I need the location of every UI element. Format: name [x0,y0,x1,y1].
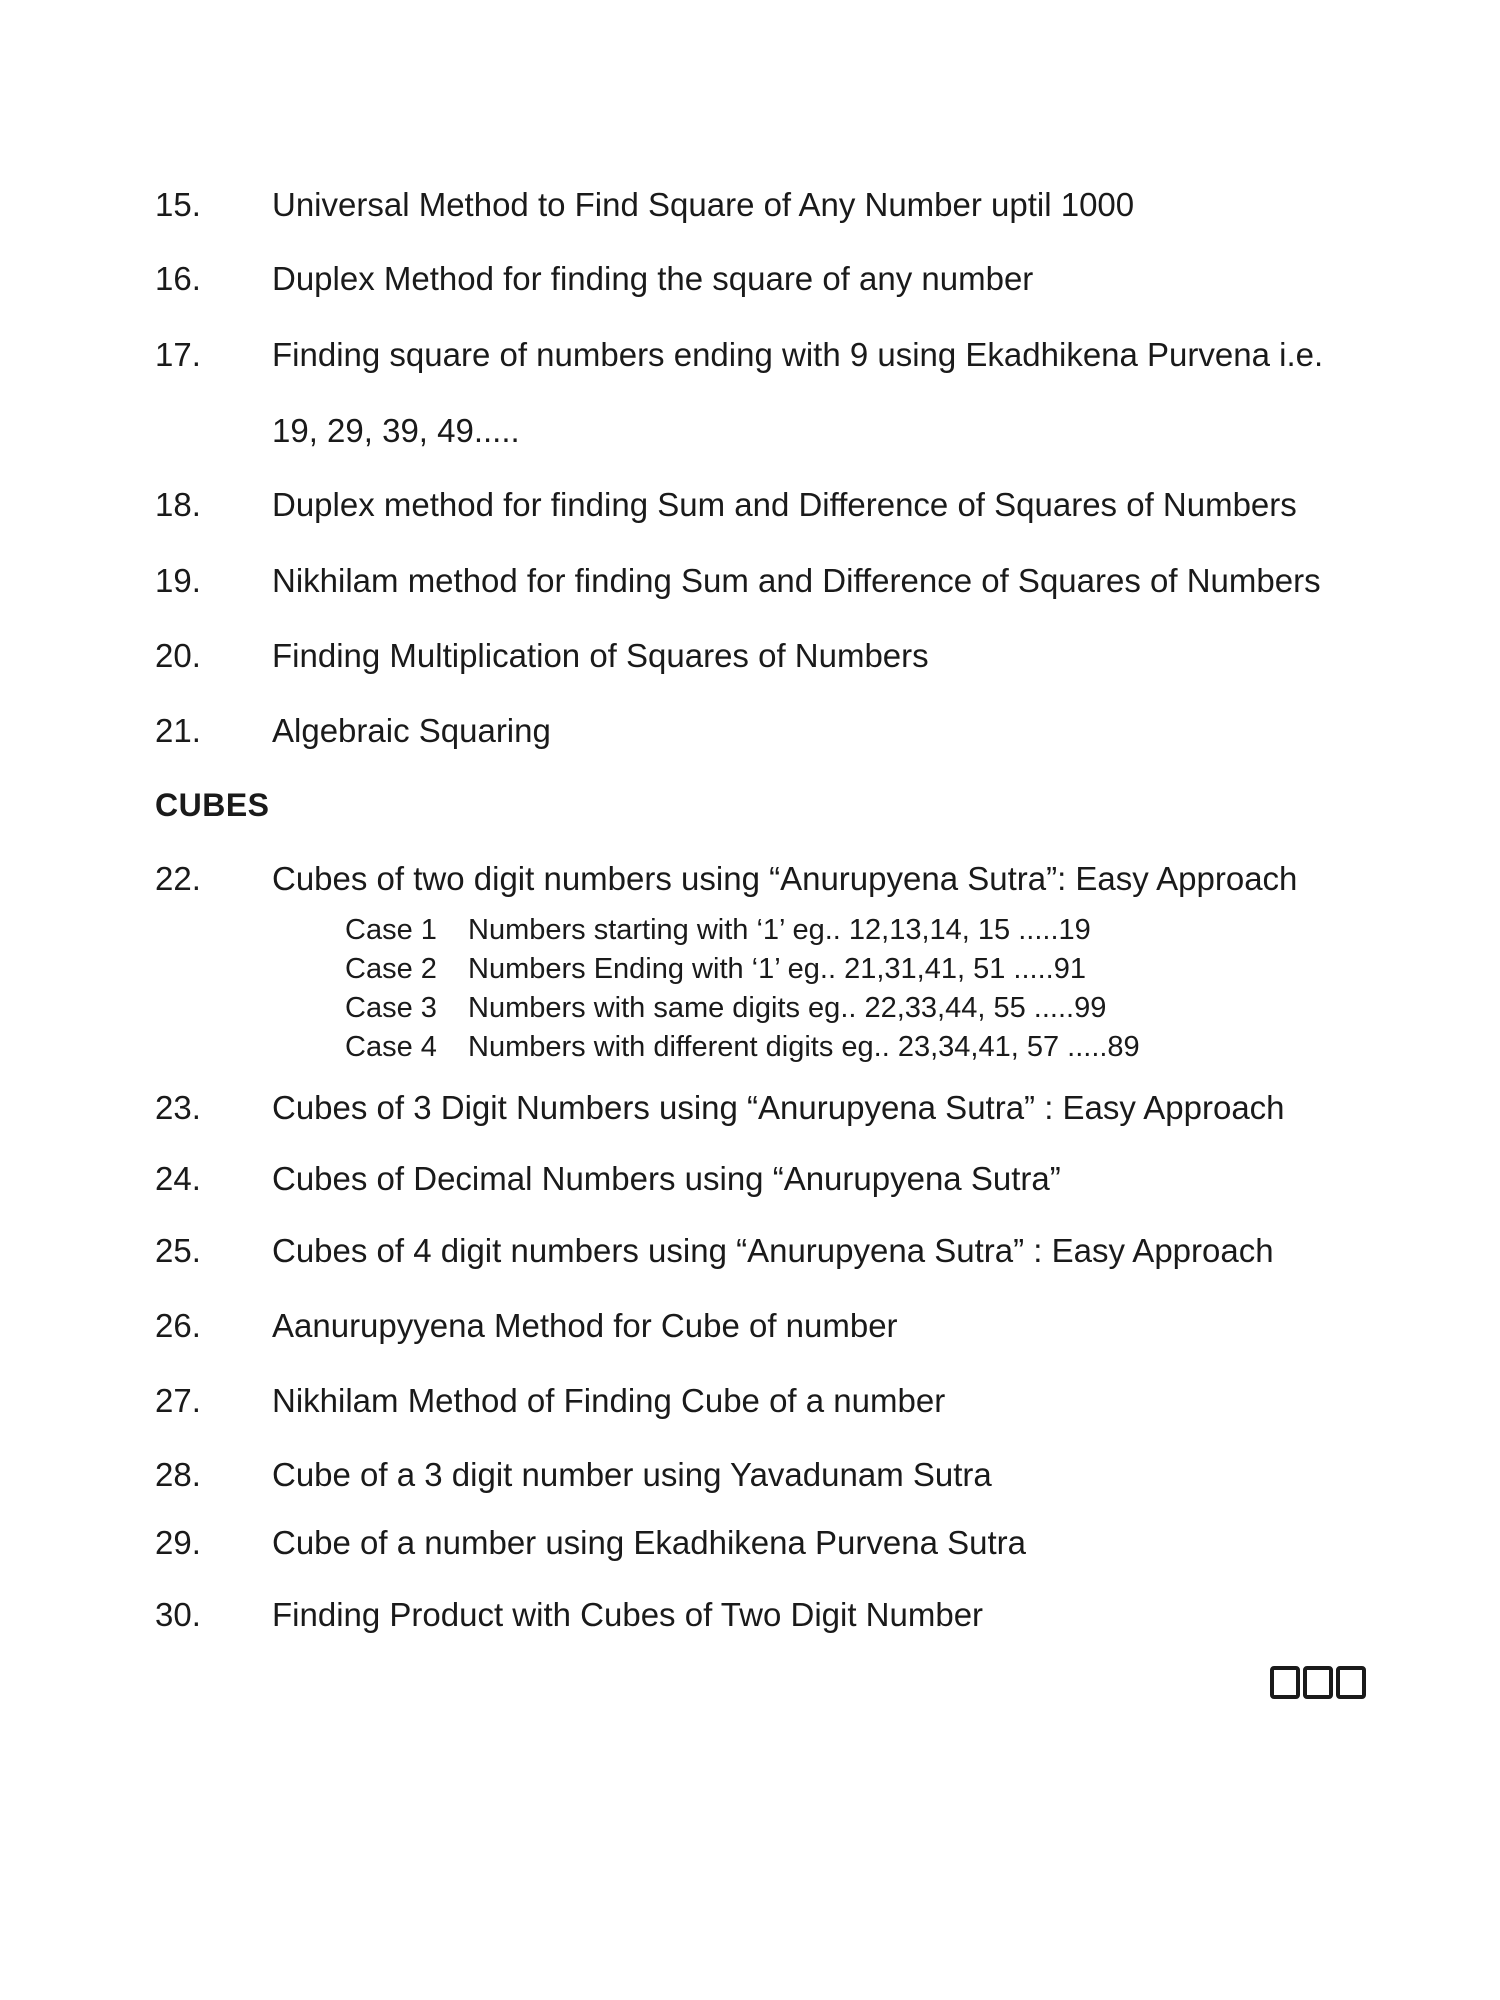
item-number: 29. [155,1524,201,1561]
item-number: 15. [155,186,201,223]
item-title: Nikhilam Method of Finding Cube of a number [272,1382,946,1419]
item-title: Finding Product with Cubes of Two Digit Number [272,1596,984,1633]
item-title-continuation: 19, 29, 39, 49..... [272,412,520,449]
item-number: 17. [155,336,201,373]
item-number: 28. [155,1456,201,1493]
list-item [0,254,1500,304]
item-number: 27. [155,1382,201,1419]
item-title: Cube of a 3 digit number using Yavadunam Sutra [272,1456,992,1493]
item-title: Universal Method to Find Square of Any Number uptil 1000 [272,186,1135,223]
ornament-square-icon [1303,1666,1333,1699]
list-item [0,1450,1500,1500]
case-label: Case 2 [345,953,437,985]
list-item-continuation [0,406,1500,456]
item-title: Duplex method for finding Sum and Difference of Squares of Numbers [272,486,1297,523]
case-item [0,1028,1500,1066]
ornament-square-icon [1336,1666,1366,1699]
case-text: Numbers Ending with ‘1’ eg.. 21,31,41, 51 .....91 [468,953,1086,985]
case-text: Numbers with same digits eg.. 22,33,44, 55 .....99 [468,992,1107,1024]
item-title: Finding square of numbers ending with 9 using Ekadhikena Purvena i.e. [272,336,1324,373]
item-number: 26. [155,1307,201,1344]
item-title: Cubes of 4 digit numbers using “Anurupyena Sutra” : Easy Approach [272,1232,1274,1269]
list-item [0,1083,1500,1133]
list-item [0,1154,1500,1204]
item-title: Duplex Method for finding the square of any number [272,260,1034,297]
list-item [0,1376,1500,1426]
section-heading: CUBES [155,787,270,823]
item-number: 16. [155,260,201,297]
list-item [0,330,1500,380]
case-label: Case 4 [345,1031,437,1063]
case-item [0,989,1500,1027]
item-number: 30. [155,1596,201,1633]
case-item [0,950,1500,988]
case-text: Numbers starting with ‘1’ eg.. 12,13,14, 15 .....19 [468,914,1091,946]
list-item [0,480,1500,530]
item-number: 25. [155,1232,201,1269]
list-item [0,1301,1500,1351]
item-number: 18. [155,486,201,523]
item-number: 20. [155,637,201,674]
item-number: 19. [155,562,201,599]
item-title: Cubes of Decimal Numbers using “Anurupyena Sutra” [272,1160,1061,1197]
case-label: Case 3 [345,992,437,1024]
list-item [0,706,1500,756]
list-item [0,556,1500,606]
item-title: Algebraic Squaring [272,712,551,749]
list-item [0,180,1500,230]
item-title: Aanurupyyena Method for Cube of number [272,1307,898,1344]
item-number: 24. [155,1160,201,1197]
item-title: Cubes of two digit numbers using “Anurupyena Sutra”: Easy Approach [272,860,1298,897]
item-number: 23. [155,1089,201,1126]
case-label: Case 1 [345,914,437,946]
case-item [0,911,1500,949]
end-of-section-ornament [1270,1666,1366,1699]
list-item [0,1590,1500,1640]
item-title: Finding Multiplication of Squares of Numbers [272,637,929,674]
list-item [0,854,1500,904]
item-title: Nikhilam method for finding Sum and Difference of Squares of Numbers [272,562,1321,599]
list-item [0,1518,1500,1568]
item-title: Cubes of 3 Digit Numbers using “Anurupyena Sutra” : Easy Approach [272,1089,1285,1126]
item-title: Cube of a number using Ekadhikena Purvena Sutra [272,1524,1026,1561]
list-item [0,1226,1500,1276]
item-number: 21. [155,712,201,749]
case-text: Numbers with different digits eg.. 23,34,41, 57 .....89 [468,1031,1140,1063]
item-number: 22. [155,860,201,897]
list-item [0,631,1500,681]
ornament-square-icon [1270,1666,1300,1699]
